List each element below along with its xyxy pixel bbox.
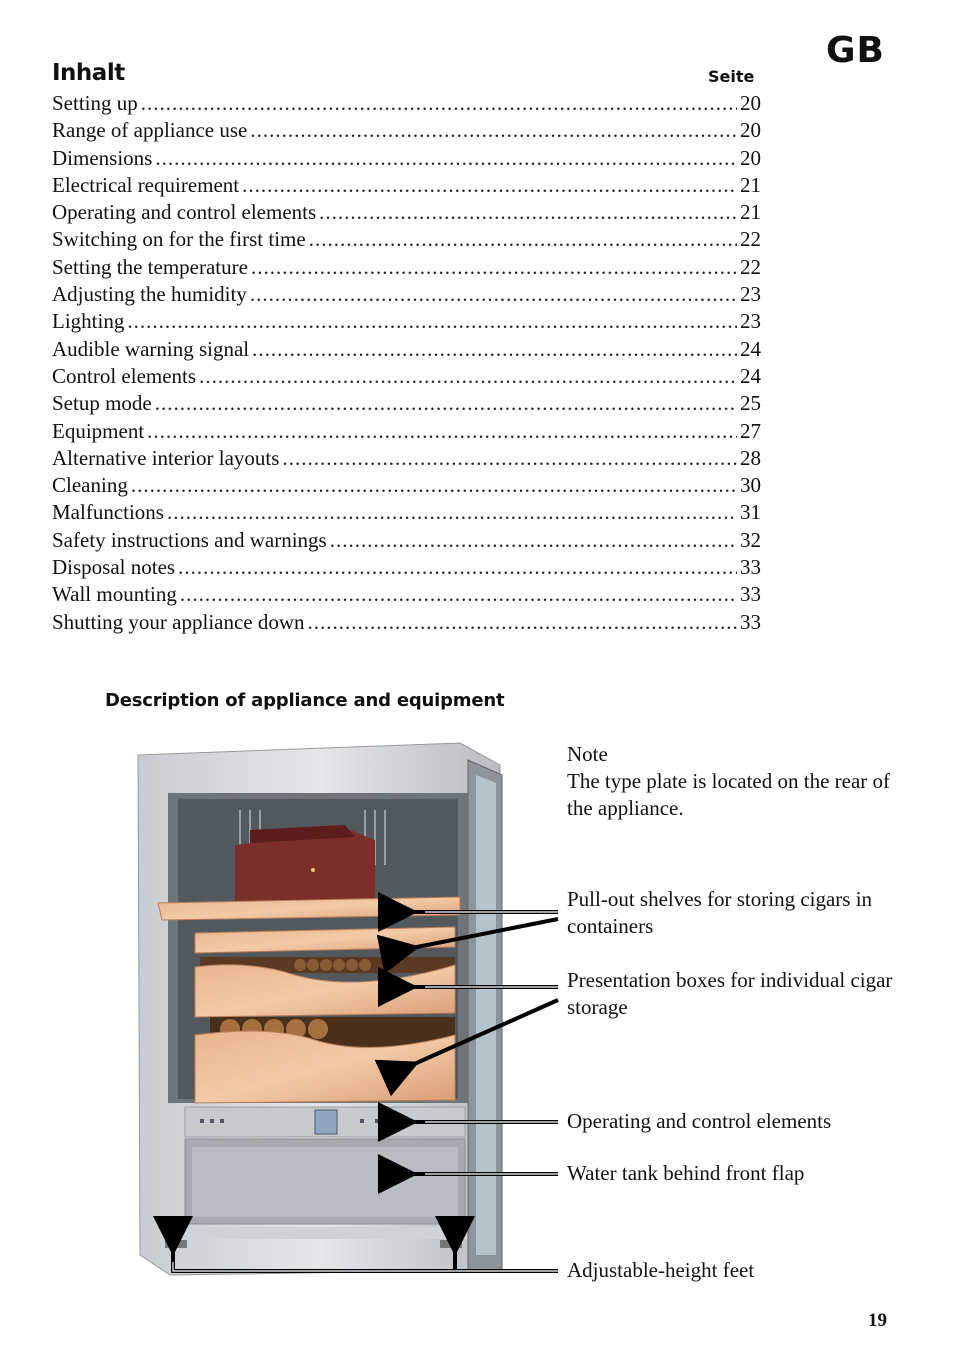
toc-entry-page: 30 — [740, 473, 761, 498]
toc-entry-label: Lighting — [52, 309, 125, 334]
toc-entry-page: 21 — [740, 172, 761, 197]
language-code: GB — [826, 30, 885, 71]
toc-entry-label: Shutting your appliance down — [52, 609, 305, 634]
toc-entry-page: 24 — [740, 363, 761, 388]
toc-entry-page: 33 — [740, 609, 761, 634]
note-text: The type plate is located on the rear of the appliance. — [567, 769, 891, 820]
toc-entry-page: 27 — [740, 418, 761, 443]
toc-entry-label: Dimensions — [52, 145, 153, 170]
toc-entry-page: 32 — [740, 527, 761, 552]
toc-entry-page: 33 — [740, 582, 761, 607]
toc-entry-label: Wall mounting — [52, 582, 177, 607]
toc-entry-label: Cleaning — [52, 473, 128, 498]
toc-entry-page: 31 — [740, 500, 761, 525]
note-heading: Note — [567, 742, 608, 766]
toc-entry-label: Setting the temperature — [52, 254, 248, 279]
toc-entry-label: Alternative interior layouts — [52, 445, 280, 470]
callout-adjustable-feet: Adjustable-height feet — [567, 1258, 755, 1282]
callout-control-elements: Operating and control elements — [567, 1109, 832, 1133]
section-title: Description of appliance and equipment — [105, 690, 505, 711]
toc-entry-label: Range of appliance use — [52, 118, 248, 143]
toc-entry-label: Switching on for the first time — [52, 227, 306, 252]
toc-entry-label: Electrical requirement — [52, 172, 240, 197]
toc-entry-label: Audible warning signal — [52, 336, 250, 361]
toc-entry-page: 24 — [740, 336, 761, 361]
callout-presentation-boxes: Presentation boxes for individual cigar storage — [567, 968, 893, 1019]
toc-entry-label: Safety instructions and warnings — [52, 527, 327, 552]
toc-entry-page: 33 — [740, 555, 761, 580]
toc-entry-page: 28 — [740, 445, 761, 470]
page-number: 19 — [868, 1310, 887, 1331]
toc-entry-page: 23 — [740, 309, 761, 334]
toc-entry-page: 20 — [740, 91, 761, 115]
toc-entry-page: 23 — [740, 282, 761, 307]
toc-entry-label: Equipment — [52, 418, 145, 443]
toc-title: Inhalt — [52, 60, 125, 86]
toc-entry-label: Operating and control elements — [52, 200, 317, 225]
toc-entry-label: Disposal notes — [52, 555, 176, 580]
toc-entry-page: 22 — [740, 227, 761, 252]
toc-entry-label: Adjusting the humidity — [52, 282, 247, 307]
toc-entry-label: Setup mode — [52, 391, 152, 416]
toc-entry-page: 22 — [740, 254, 761, 279]
callout-water-tank: Water tank behind front flap — [567, 1161, 805, 1185]
toc-entry-page: 20 — [740, 145, 761, 170]
toc-entry-label: Setting up — [52, 91, 138, 115]
toc-entry-page: 25 — [740, 391, 761, 416]
note-callout — [567, 741, 897, 822]
toc-entry-page: 21 — [740, 200, 761, 225]
toc-entry-page: 20 — [740, 118, 761, 143]
toc-entry-label: Control elements — [52, 363, 197, 388]
toc-page-heading: Seite — [708, 67, 755, 86]
toc-entry-label: Malfunctions — [52, 500, 164, 525]
callout-pullout-shelves: Pull-out shelves for storing cigars in containers — [567, 887, 873, 938]
